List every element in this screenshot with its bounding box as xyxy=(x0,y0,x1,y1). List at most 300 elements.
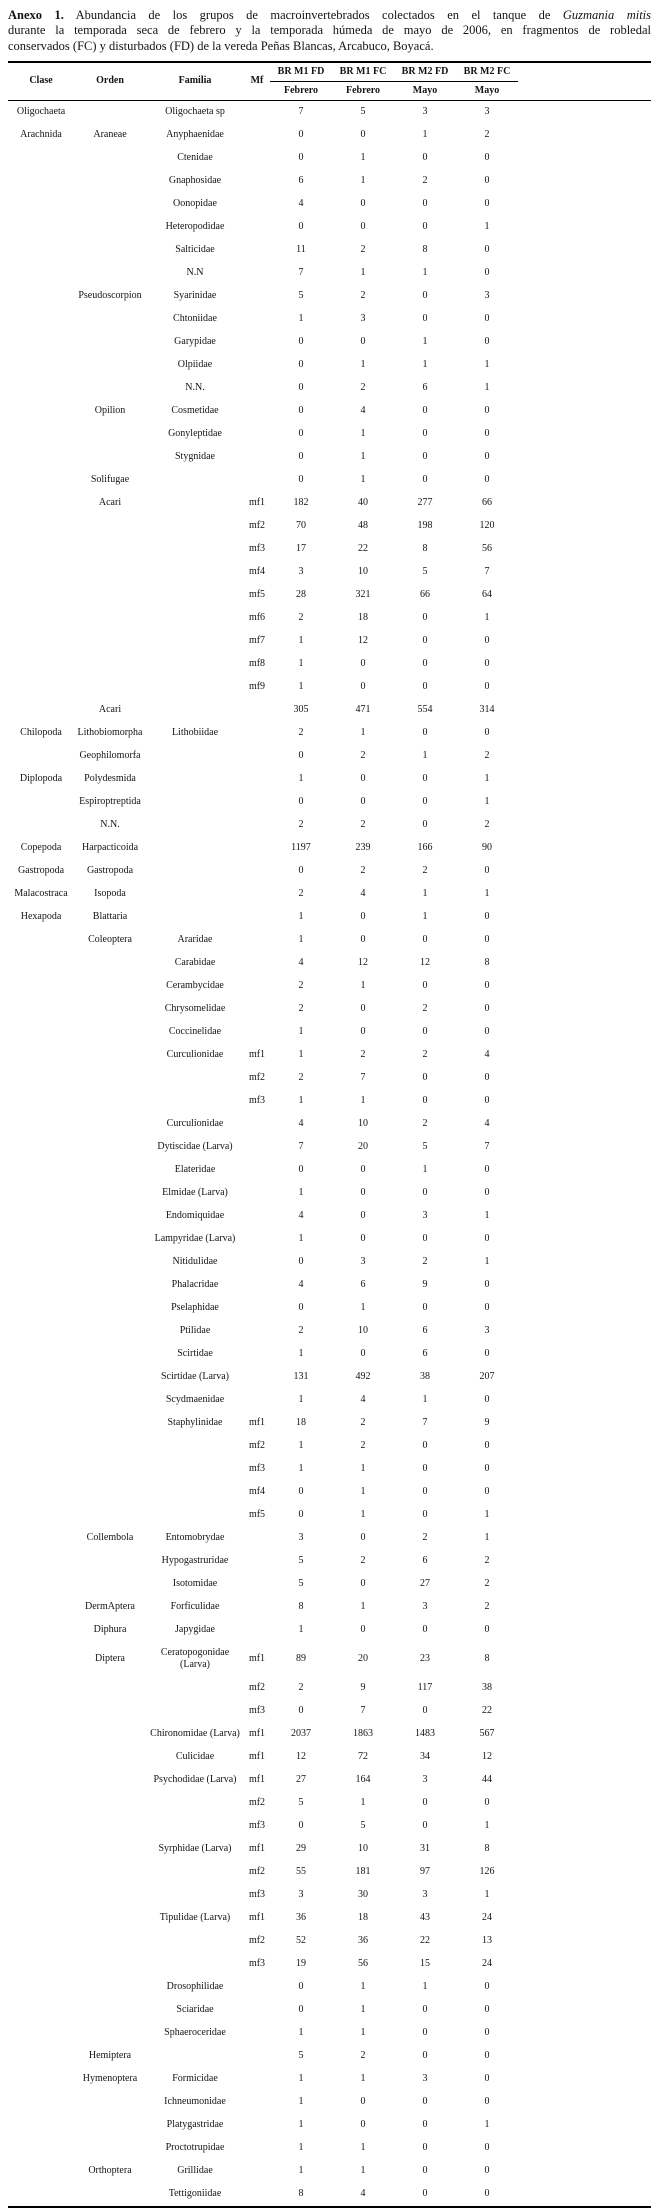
col-header-season-1: Febrero xyxy=(270,81,332,100)
cell-mf xyxy=(244,2137,270,2160)
cell-clase xyxy=(8,1274,74,1297)
cell-value: 0 xyxy=(298,1705,304,1717)
cell-orden: Hymenoptera xyxy=(82,2073,138,2085)
cell-mf: mf2 xyxy=(248,1935,266,1947)
cell-value: 5 xyxy=(298,1797,304,1809)
cell-familia: Scirtidae (Larva) xyxy=(160,1371,230,1383)
cell-clase: Gastropoda xyxy=(17,865,65,877)
cell-value: 12 xyxy=(358,957,368,969)
cell-value: 2 xyxy=(298,888,304,900)
cell-familia: Dytiscidae (Larva) xyxy=(157,1141,233,1153)
cell-mf: mf9 xyxy=(248,681,266,693)
cell-orden: N.N. xyxy=(100,819,120,831)
cell-value: 1 xyxy=(298,1348,304,1360)
cell-mf xyxy=(244,1976,270,1999)
cell-value: 0 xyxy=(298,1164,304,1176)
cell-value: 0 xyxy=(484,1164,490,1176)
cell-filler xyxy=(518,998,651,1021)
cell-mf xyxy=(244,1297,270,1320)
cell-value: 0 xyxy=(360,1187,366,1199)
cell-value: 2 xyxy=(484,1578,490,1590)
cell-orden xyxy=(74,676,146,699)
cell-value: 0 xyxy=(422,1233,428,1245)
cell-filler xyxy=(518,653,651,676)
cell-value: 10 xyxy=(358,1843,368,1855)
cell-value: 120 xyxy=(479,520,495,532)
cell-clase xyxy=(8,1458,74,1481)
cell-orden xyxy=(74,952,146,975)
cell-value: 2 xyxy=(360,382,366,394)
cell-value: 1 xyxy=(360,1486,366,1498)
cell-value: 1 xyxy=(360,1509,366,1521)
cell-value: 24 xyxy=(482,1958,492,1970)
cell-mf xyxy=(244,2022,270,2045)
cell-value: 1 xyxy=(360,2142,366,2154)
cell-value: 56 xyxy=(358,1958,368,1970)
cell-clase xyxy=(8,331,74,354)
cell-clase xyxy=(8,2091,74,2114)
table-row xyxy=(8,1228,651,1251)
cell-mf xyxy=(244,814,270,837)
table-row xyxy=(8,1343,651,1366)
cell-mf xyxy=(244,1182,270,1205)
cell-filler xyxy=(518,147,651,170)
cell-familia xyxy=(146,768,244,791)
col-header-site-4: BR M2 FC xyxy=(456,62,518,82)
cell-mf: mf6 xyxy=(248,612,266,624)
cell-orden xyxy=(74,2114,146,2137)
cell-familia xyxy=(146,492,244,515)
cell-value: 5 xyxy=(422,1141,428,1153)
cell-value: 0 xyxy=(360,1164,366,1176)
cell-value: 70 xyxy=(296,520,306,532)
cell-value: 0 xyxy=(360,911,366,923)
cell-value: 0 xyxy=(484,1279,490,1291)
cell-filler xyxy=(518,1205,651,1228)
cell-value: 126 xyxy=(479,1866,495,1878)
cell-value: 164 xyxy=(355,1774,371,1786)
cell-mf: mf7 xyxy=(248,635,266,647)
cell-value: 1483 xyxy=(415,1728,435,1740)
cell-value: 2 xyxy=(422,1256,428,1268)
cell-value: 277 xyxy=(417,497,433,509)
cell-orden xyxy=(74,1136,146,1159)
cell-filler xyxy=(518,1481,651,1504)
cell-value: 0 xyxy=(422,934,428,946)
cell-value: 1 xyxy=(360,1981,366,1993)
cell-value: 9 xyxy=(484,1417,490,1429)
cell-filler xyxy=(518,1953,651,1976)
cell-familia xyxy=(146,1861,244,1884)
caption-line-2: durante la temporada seca de febrero y la temporada húmeda de mayo de 2006, en fragmentos de robledal xyxy=(8,23,651,38)
cell-value: 0 xyxy=(422,1072,428,1084)
cell-value: 0 xyxy=(422,1820,428,1832)
table-row xyxy=(8,561,651,584)
cell-value: 0 xyxy=(484,2096,490,2108)
cell-value: 18 xyxy=(296,1417,306,1429)
cell-mf xyxy=(244,745,270,768)
cell-value: 2 xyxy=(422,1003,428,1015)
cell-filler xyxy=(518,377,651,400)
cell-value: 2 xyxy=(422,1118,428,1130)
table-row xyxy=(8,860,651,883)
cell-clase xyxy=(8,1792,74,1815)
cell-clase xyxy=(8,1251,74,1274)
cell-familia: Heteropodidae xyxy=(165,221,225,233)
table-body xyxy=(8,100,651,2207)
cell-filler xyxy=(518,699,651,722)
cell-mf: mf2 xyxy=(248,520,266,532)
cell-filler xyxy=(518,1700,651,1723)
cell-clase xyxy=(8,952,74,975)
cell-clase xyxy=(8,1136,74,1159)
cell-clase xyxy=(8,1205,74,1228)
cell-orden xyxy=(74,1205,146,1228)
cell-clase: Arachnida xyxy=(20,129,62,141)
cell-value: 0 xyxy=(484,727,490,739)
cell-value: 6 xyxy=(422,1325,428,1337)
cell-filler xyxy=(518,2114,651,2137)
cell-mf: mf1 xyxy=(248,1417,266,1429)
cell-clase: Copepoda xyxy=(20,842,62,854)
cell-clase xyxy=(8,1481,74,1504)
cell-orden: Pseudoscorpion xyxy=(78,290,142,302)
cell-filler xyxy=(518,860,651,883)
cell-value: 0 xyxy=(360,198,366,210)
table-row xyxy=(8,1251,651,1274)
cell-clase xyxy=(8,2022,74,2045)
cell-value: 2 xyxy=(298,1003,304,1015)
cell-familia: Cosmetidae xyxy=(171,405,219,417)
cell-value: 4 xyxy=(360,2188,366,2200)
cell-familia: Staphylinidae xyxy=(167,1417,223,1429)
cell-value: 1 xyxy=(298,911,304,923)
cell-clase xyxy=(8,1953,74,1976)
cell-value: 0 xyxy=(484,1233,490,1245)
cell-familia: Curculionidae xyxy=(166,1118,224,1130)
cell-mf xyxy=(244,170,270,193)
cell-mf: mf1 xyxy=(248,1049,266,1061)
cell-value: 0 xyxy=(298,382,304,394)
cell-familia: Olpiidae xyxy=(177,359,213,371)
cell-familia xyxy=(146,676,244,699)
cell-mf xyxy=(244,1999,270,2022)
cell-clase xyxy=(8,1677,74,1700)
cell-value: 0 xyxy=(422,1026,428,1038)
cell-mf xyxy=(244,2091,270,2114)
cell-value: 0 xyxy=(484,2073,490,2085)
cell-value: 38 xyxy=(420,1371,430,1383)
table-row xyxy=(8,1504,651,1527)
cell-value: 3 xyxy=(298,566,304,578)
cell-mf xyxy=(244,883,270,906)
cell-value: 2037 xyxy=(291,1728,311,1740)
cell-filler xyxy=(518,1136,651,1159)
cell-value: 3 xyxy=(360,1256,366,1268)
cell-value: 0 xyxy=(484,1440,490,1452)
cell-value: 0 xyxy=(360,1532,366,1544)
cell-value: 8 xyxy=(484,1653,490,1665)
cell-value: 1 xyxy=(298,658,304,670)
cell-value: 3 xyxy=(422,1210,428,1222)
cell-filler xyxy=(518,1297,651,1320)
cell-value: 5 xyxy=(298,1555,304,1567)
cell-familia xyxy=(146,837,244,860)
cell-value: 34 xyxy=(420,1751,430,1763)
cell-clase xyxy=(8,308,74,331)
table-row xyxy=(8,1550,651,1573)
table-row xyxy=(8,1435,651,1458)
table-row xyxy=(8,1642,651,1677)
table-row xyxy=(8,906,651,929)
cell-value: 64 xyxy=(482,589,492,601)
cell-filler xyxy=(518,1044,651,1067)
cell-orden: Orthoptera xyxy=(88,2165,132,2177)
cell-filler xyxy=(518,331,651,354)
cell-value: 1 xyxy=(484,1532,490,1544)
cell-value: 1 xyxy=(422,267,428,279)
table-row xyxy=(8,929,651,952)
cell-mf xyxy=(244,2183,270,2207)
cell-value: 0 xyxy=(422,819,428,831)
cell-orden xyxy=(74,1550,146,1573)
cell-clase xyxy=(8,653,74,676)
cell-familia xyxy=(146,699,244,722)
table-row xyxy=(8,2137,651,2160)
cell-value: 7 xyxy=(298,1141,304,1153)
cell-filler xyxy=(518,1861,651,1884)
cell-filler xyxy=(518,2045,651,2068)
cell-value: 4 xyxy=(360,1394,366,1406)
cell-value: 0 xyxy=(484,1463,490,1475)
cell-value: 0 xyxy=(484,451,490,463)
cell-familia xyxy=(146,1792,244,1815)
cell-filler xyxy=(518,1090,651,1113)
cell-value: 0 xyxy=(360,2119,366,2131)
cell-value: 1 xyxy=(298,313,304,325)
cell-value: 0 xyxy=(298,451,304,463)
table-row xyxy=(8,308,651,331)
cell-mf: mf1 xyxy=(248,1728,266,1740)
cell-value: 5 xyxy=(422,566,428,578)
table-row xyxy=(8,1274,651,1297)
table-row xyxy=(8,1573,651,1596)
cell-value: 1 xyxy=(484,796,490,808)
cell-value: 8 xyxy=(422,244,428,256)
cell-orden: Harpacticoida xyxy=(81,842,139,854)
table-row xyxy=(8,1815,651,1838)
cell-value: 0 xyxy=(422,1705,428,1717)
cell-value: 20 xyxy=(358,1141,368,1153)
cell-mf: mf3 xyxy=(248,543,266,555)
cell-value: 1 xyxy=(360,1601,366,1613)
cell-orden: Opilion xyxy=(94,405,126,417)
cell-orden xyxy=(74,1792,146,1815)
cell-value: 1 xyxy=(422,1981,428,1993)
cell-value: 1 xyxy=(298,1394,304,1406)
cell-clase xyxy=(8,1320,74,1343)
cell-clase xyxy=(8,1619,74,1642)
table-row xyxy=(8,745,651,768)
table-row xyxy=(8,1205,651,1228)
cell-value: 2 xyxy=(298,980,304,992)
cell-orden xyxy=(74,377,146,400)
cell-value: 66 xyxy=(420,589,430,601)
cell-familia: Elmidae (Larva) xyxy=(162,1187,228,1199)
cell-value: 1 xyxy=(298,2096,304,2108)
cell-mf xyxy=(244,998,270,1021)
cell-value: 0 xyxy=(422,612,428,624)
cell-value: 239 xyxy=(355,842,371,854)
table-row xyxy=(8,469,651,492)
table-row xyxy=(8,1159,651,1182)
cell-mf xyxy=(244,147,270,170)
cell-value: 0 xyxy=(422,2096,428,2108)
cell-filler xyxy=(518,492,651,515)
cell-filler xyxy=(518,515,651,538)
cell-value: 8 xyxy=(484,957,490,969)
cell-mf: mf2 xyxy=(248,1440,266,1452)
cell-orden xyxy=(74,515,146,538)
cell-value: 0 xyxy=(422,1440,428,1452)
cell-filler xyxy=(518,1182,651,1205)
cell-value: 31 xyxy=(420,1843,430,1855)
cell-orden xyxy=(74,1297,146,1320)
cell-familia: Ptilidae xyxy=(179,1325,211,1337)
cell-value: 0 xyxy=(484,1003,490,1015)
col-header-clase: Clase xyxy=(8,62,74,101)
cell-orden: Acari xyxy=(98,497,122,509)
table-caption xyxy=(8,8,651,54)
cell-mf xyxy=(244,1573,270,1596)
cell-orden xyxy=(74,193,146,216)
cell-value: 0 xyxy=(422,658,428,670)
cell-clase xyxy=(8,1228,74,1251)
cell-familia xyxy=(146,1700,244,1723)
cell-mf xyxy=(244,400,270,423)
cell-orden xyxy=(74,1228,146,1251)
table-row xyxy=(8,170,651,193)
cell-familia xyxy=(146,1677,244,1700)
cell-clase xyxy=(8,193,74,216)
cell-value: 1 xyxy=(360,1302,366,1314)
cell-familia: Syrphidae (Larva) xyxy=(158,1843,232,1855)
cell-mf xyxy=(244,1228,270,1251)
cell-value: 1 xyxy=(298,635,304,647)
table-row xyxy=(8,400,651,423)
cell-mf xyxy=(244,2068,270,2091)
cell-clase xyxy=(8,446,74,469)
cell-filler xyxy=(518,308,651,331)
cell-value: 0 xyxy=(422,2004,428,2016)
table-row xyxy=(8,1953,651,1976)
cell-familia: Isotomidae xyxy=(172,1578,218,1590)
cell-value: 0 xyxy=(422,1302,428,1314)
cell-clase xyxy=(8,239,74,262)
cell-value: 1 xyxy=(360,2004,366,2016)
cell-familia: Hypogastruridae xyxy=(161,1555,229,1567)
cell-value: 0 xyxy=(422,2142,428,2154)
cell-value: 1 xyxy=(422,359,428,371)
cell-clase xyxy=(8,538,74,561)
cell-orden xyxy=(74,446,146,469)
caption-text-1: Abundancia de los grupos de macroinvertebrados colectados en el tanque de xyxy=(75,8,551,22)
table-row xyxy=(8,699,651,722)
cell-value: 4 xyxy=(360,405,366,417)
cell-value: 29 xyxy=(296,1843,306,1855)
cell-mf: mf4 xyxy=(248,566,266,578)
cell-clase xyxy=(8,1044,74,1067)
cell-familia: Lithobiidae xyxy=(171,727,219,739)
cell-filler xyxy=(518,2160,651,2183)
cell-orden xyxy=(74,1723,146,1746)
cell-value: 0 xyxy=(422,2119,428,2131)
cell-clase xyxy=(8,354,74,377)
cell-clase xyxy=(8,1884,74,1907)
cell-familia: Chironomidae (Larva) xyxy=(150,1728,240,1740)
cell-value: 3 xyxy=(298,1532,304,1544)
cell-familia: Tettigoniidae xyxy=(168,2188,222,2200)
cell-value: 0 xyxy=(298,1486,304,1498)
cell-value: 0 xyxy=(298,865,304,877)
cell-clase xyxy=(8,1769,74,1792)
cell-value: 0 xyxy=(298,1981,304,1993)
col-header-season-3: Mayo xyxy=(394,81,456,100)
cell-mf xyxy=(244,1389,270,1412)
cell-value: 12 xyxy=(482,1751,492,1763)
cell-value: 0 xyxy=(484,2142,490,2154)
cell-orden xyxy=(74,170,146,193)
cell-filler xyxy=(518,1435,651,1458)
cell-orden xyxy=(74,147,146,170)
cell-orden: Coleoptera xyxy=(88,934,132,946)
cell-value: 0 xyxy=(484,1072,490,1084)
table-row xyxy=(8,538,651,561)
cell-mf: mf1 xyxy=(248,1912,266,1924)
cell-value: 314 xyxy=(479,704,495,716)
cell-value: 30 xyxy=(358,1889,368,1901)
cell-value: 1 xyxy=(360,474,366,486)
table-row xyxy=(8,100,651,124)
cell-value: 0 xyxy=(484,2004,490,2016)
cell-orden: Diptera xyxy=(95,1653,125,1665)
cell-value: 1 xyxy=(298,1233,304,1245)
cell-value: 1 xyxy=(484,1210,490,1222)
cell-filler xyxy=(518,676,651,699)
cell-value: 0 xyxy=(484,1981,490,1993)
table-row xyxy=(8,423,651,446)
cell-familia: Drosophilidae xyxy=(166,1981,224,1993)
cell-familia: Sphaeroceridae xyxy=(164,2027,226,2039)
cell-filler xyxy=(518,538,651,561)
cell-value: 9 xyxy=(422,1279,428,1291)
cell-orden: Collembola xyxy=(86,1532,134,1544)
table-row xyxy=(8,653,651,676)
cell-orden xyxy=(74,1343,146,1366)
cell-value: 0 xyxy=(484,313,490,325)
cell-value: 0 xyxy=(298,796,304,808)
cell-filler xyxy=(518,1723,651,1746)
cell-clase xyxy=(8,262,74,285)
cell-value: 1 xyxy=(298,1095,304,1107)
cell-orden xyxy=(74,1907,146,1930)
cell-clase xyxy=(8,515,74,538)
cell-orden xyxy=(74,331,146,354)
cell-value: 0 xyxy=(422,1463,428,1475)
cell-orden xyxy=(74,1884,146,1907)
cell-value: 55 xyxy=(296,1866,306,1878)
table-row xyxy=(8,1838,651,1861)
